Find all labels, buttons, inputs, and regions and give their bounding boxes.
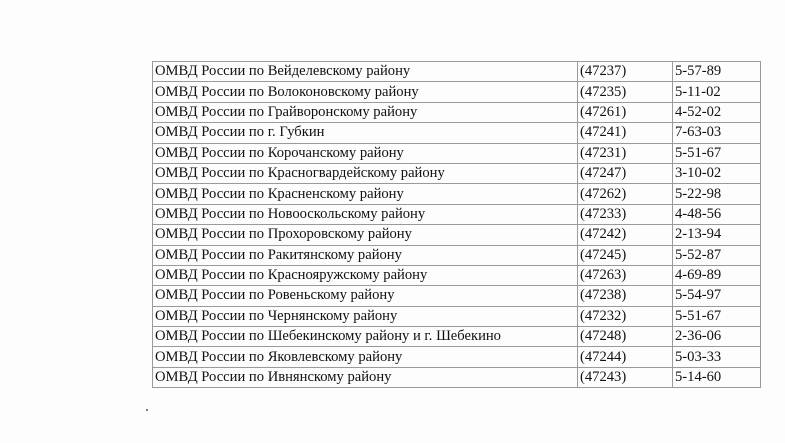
phone-number-cell: 3-10-02 — [673, 163, 761, 183]
table-row — [153, 347, 761, 367]
department-name-cell: ОМВД России по Ракитянскому району — [153, 245, 578, 265]
table-row — [153, 245, 761, 265]
table-row — [153, 102, 761, 122]
department-name-cell: ОМВД России по Шебекинскому району и г. Шебекино — [153, 327, 578, 347]
table-row — [153, 286, 761, 306]
department-name-cell: ОМВД России по Яковлевскому району — [153, 347, 578, 367]
phone-number-cell: 7-63-03 — [673, 123, 761, 143]
phone-number-cell: 2-36-06 — [673, 327, 761, 347]
phone-number-cell: 5-51-67 — [673, 143, 761, 163]
department-name-cell: ОМВД России по Волоконовскому району — [153, 82, 578, 102]
phone-number-cell: 5-57-89 — [673, 62, 761, 82]
area-code-cell: (47245) — [578, 245, 673, 265]
phone-number-cell: 2-13-94 — [673, 225, 761, 245]
area-code-cell: (47243) — [578, 367, 673, 387]
area-code-cell: (47238) — [578, 286, 673, 306]
department-name-cell: ОМВД России по Ивнянскому району — [153, 367, 578, 387]
table-row — [153, 225, 761, 245]
department-name-cell: ОМВД России по Чернянскому району — [153, 306, 578, 326]
table-row — [153, 82, 761, 102]
table-row — [153, 327, 761, 347]
area-code-cell: (47242) — [578, 225, 673, 245]
area-code-cell: (47261) — [578, 102, 673, 122]
table-row — [153, 163, 761, 183]
table-row — [153, 62, 761, 82]
area-code-cell: (47237) — [578, 62, 673, 82]
department-name-cell: ОМВД России по Новооскольскому району — [153, 204, 578, 224]
phone-number-cell: 5-22-98 — [673, 184, 761, 204]
department-name-cell: ОМВД России по Корочанскому району — [153, 143, 578, 163]
department-name-cell: ОМВД России по г. Губкин — [153, 123, 578, 143]
area-code-cell: (47232) — [578, 306, 673, 326]
phone-number-cell: 4-52-02 — [673, 102, 761, 122]
table-row — [153, 184, 761, 204]
area-code-cell: (47244) — [578, 347, 673, 367]
area-code-cell: (47248) — [578, 327, 673, 347]
table-row — [153, 204, 761, 224]
table-row — [153, 123, 761, 143]
phone-number-cell: 5-11-02 — [673, 82, 761, 102]
department-name-cell: ОМВД России по Грайворонскому району — [153, 102, 578, 122]
table-row — [153, 306, 761, 326]
department-name-cell: ОМВД России по Краснояружскому району — [153, 265, 578, 285]
phone-number-cell: 5-54-97 — [673, 286, 761, 306]
table-row — [153, 367, 761, 387]
phone-number-cell: 4-48-56 — [673, 204, 761, 224]
scan-speck — [146, 409, 148, 411]
department-name-cell: ОМВД России по Прохоровскому району — [153, 225, 578, 245]
phone-number-cell: 5-14-60 — [673, 367, 761, 387]
area-code-cell: (47235) — [578, 82, 673, 102]
area-code-cell: (47247) — [578, 163, 673, 183]
table-row — [153, 143, 761, 163]
department-name-cell: ОМВД России по Красногвардейскому району — [153, 163, 578, 183]
area-code-cell: (47241) — [578, 123, 673, 143]
phone-number-cell: 5-03-33 — [673, 347, 761, 367]
contacts-table-body — [153, 62, 761, 388]
area-code-cell: (47263) — [578, 265, 673, 285]
phone-number-cell: 5-52-87 — [673, 245, 761, 265]
phone-number-cell: 4-69-89 — [673, 265, 761, 285]
phone-number-cell: 5-51-67 — [673, 306, 761, 326]
area-code-cell: (47231) — [578, 143, 673, 163]
table-row — [153, 265, 761, 285]
department-name-cell: ОМВД России по Ровеньскому району — [153, 286, 578, 306]
area-code-cell: (47262) — [578, 184, 673, 204]
department-name-cell: ОМВД России по Красненскому району — [153, 184, 578, 204]
contacts-table — [152, 61, 761, 388]
department-name-cell: ОМВД России по Вейделевскому району — [153, 62, 578, 82]
area-code-cell: (47233) — [578, 204, 673, 224]
